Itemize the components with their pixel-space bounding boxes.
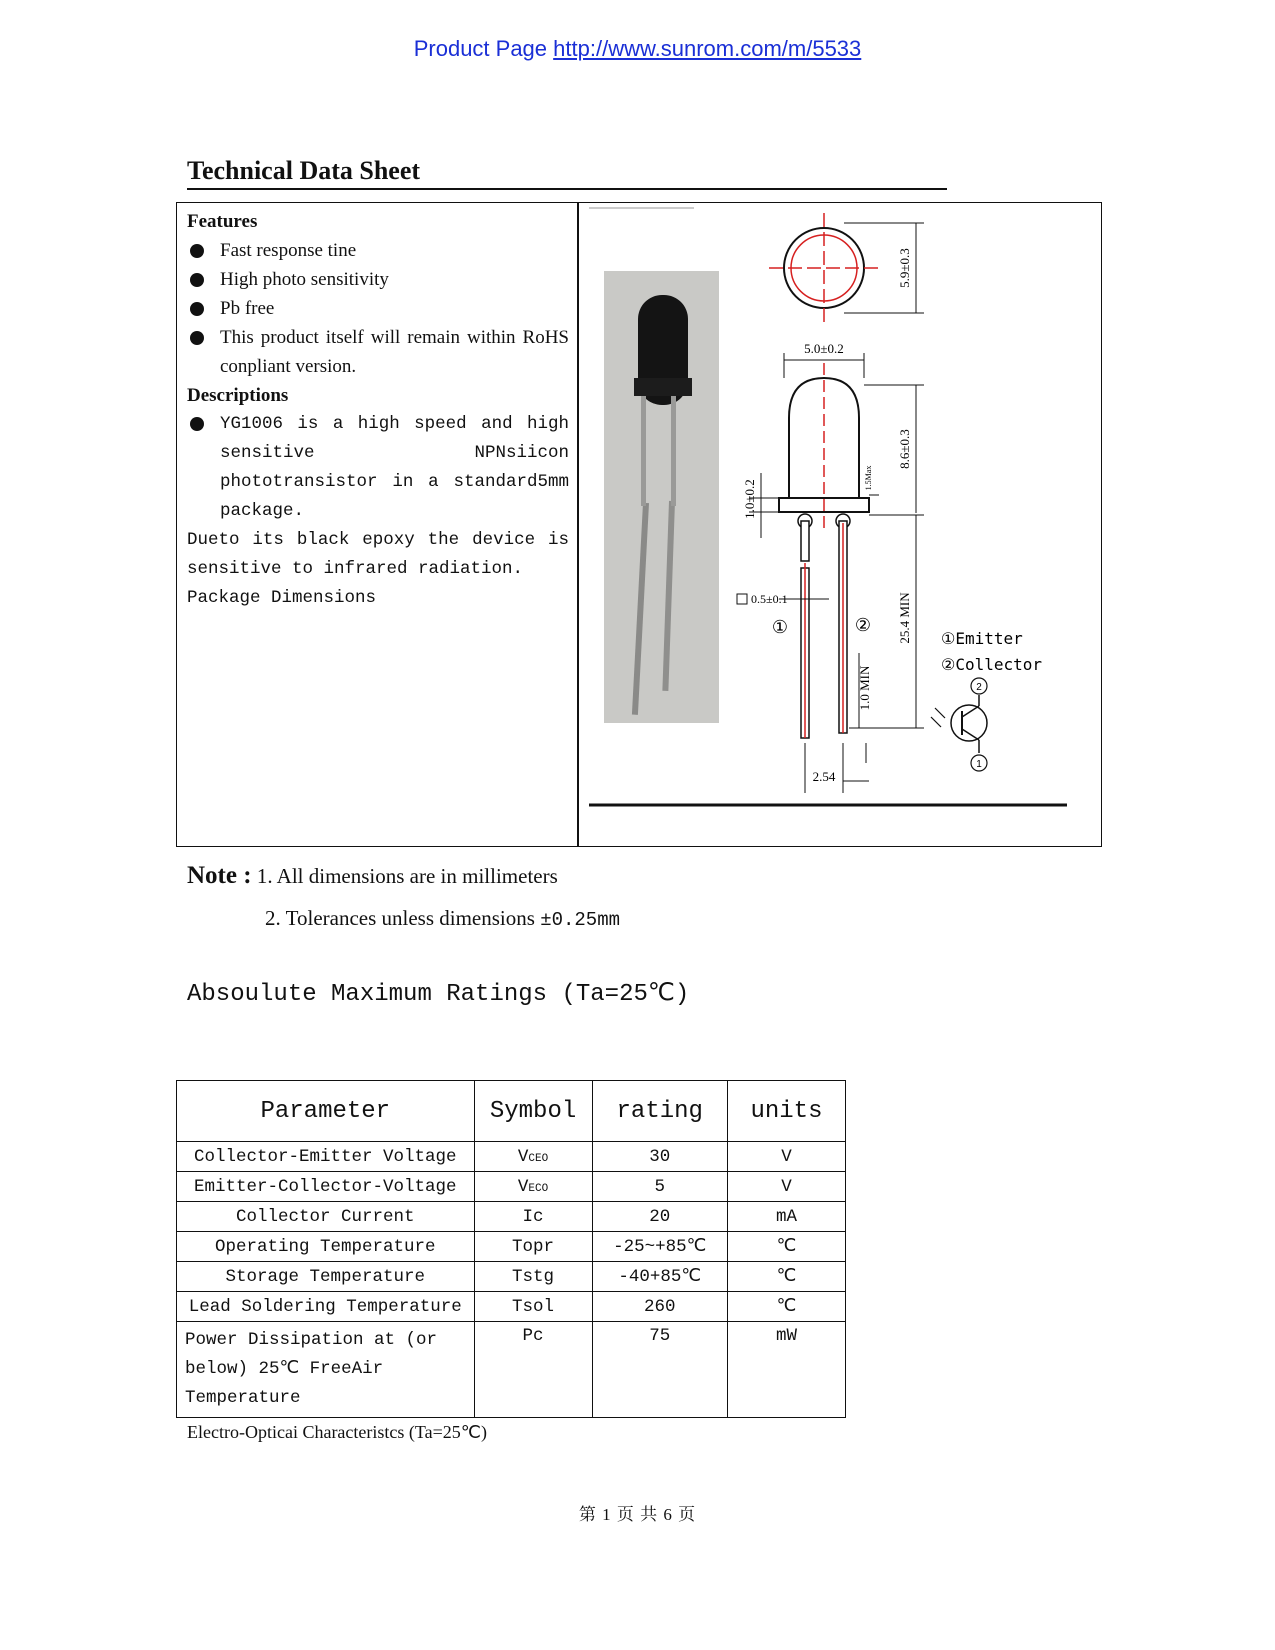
svg-text:1: 1	[976, 759, 982, 770]
table-row	[177, 1232, 846, 1262]
package-drawing	[579, 203, 1099, 846]
legend-emitter: ①Emitter	[941, 629, 1023, 648]
cell-rating: -25~+85℃	[592, 1232, 727, 1262]
pin1-label: ①	[771, 617, 789, 637]
table-row	[177, 1202, 846, 1232]
dim-top-height: 5.9±0.3	[897, 248, 912, 288]
dim-pitch: 2.54	[812, 769, 836, 784]
header-parameter: Parameter	[177, 1081, 475, 1142]
cell-parameter: Operating Temperature	[177, 1232, 475, 1262]
dim-flange: 1.0±0.2	[742, 479, 757, 519]
cell-symbol: VCEO	[474, 1142, 592, 1172]
ratings-table	[176, 1080, 846, 1418]
cell-symbol: Ic	[474, 1202, 592, 1232]
feature-item: Pb free	[187, 294, 569, 323]
cell-unit: V	[727, 1142, 845, 1172]
cell-parameter: Collector-Emitter Voltage	[177, 1142, 475, 1172]
cell-parameter: Collector Current	[177, 1202, 475, 1232]
table-row	[177, 1142, 846, 1172]
pin-legend	[941, 629, 1042, 674]
cell-parameter: Power Dissipation at (or below) 25℃ FreeAir Temperature	[177, 1322, 475, 1418]
cell-parameter: Storage Temperature	[177, 1262, 475, 1292]
cell-unit: mW	[727, 1322, 845, 1418]
product-page-header	[0, 36, 1275, 62]
electro-optical-title: Electro-Opticai Characteristcs (Ta=25℃)	[187, 1422, 487, 1442]
description-paragraph: Dueto its black epoxy the device is sensitive to infrared radiation.	[187, 530, 569, 579]
note-2	[265, 906, 620, 931]
dim-lead-length: 25.4 MIN	[897, 592, 912, 644]
feature-item: Fast response tine	[187, 236, 569, 265]
cell-rating: 30	[592, 1142, 727, 1172]
feature-item: High photo sensitivity	[187, 265, 569, 294]
cell-unit: ℃	[727, 1292, 845, 1322]
pin2-label: ②	[854, 615, 872, 635]
header-symbol: Symbol	[474, 1081, 592, 1142]
table-row	[177, 1322, 846, 1418]
page-number: 第 1 页 共 6 页	[578, 1505, 697, 1524]
cell-rating: 260	[592, 1292, 727, 1322]
legend-collector: ②Collector	[941, 655, 1043, 674]
feature-item: This product itself will remain within RoHS conpliant version.	[187, 323, 569, 381]
features-heading: Features	[187, 211, 258, 232]
note-1	[187, 862, 558, 890]
top-view	[769, 213, 924, 323]
table-row	[177, 1262, 846, 1292]
cell-rating: 75	[592, 1322, 727, 1418]
cell-symbol: VECO	[474, 1172, 592, 1202]
header-rating: rating	[592, 1081, 727, 1142]
dim-lead: 0.5±0.1	[751, 592, 788, 606]
package-dimensions-heading: Package Dimensions	[187, 588, 377, 608]
table-header-row	[177, 1081, 846, 1142]
cell-symbol: Tsol	[474, 1292, 592, 1322]
cell-symbol: Pc	[474, 1322, 592, 1418]
table-row	[177, 1292, 846, 1322]
dim-lead-min: 1.0 MIN	[857, 665, 872, 711]
side-view	[737, 341, 924, 793]
description-item: YG1006 is a high speed and high sensitive NPNsiicon phototransistor in a standard5mm package.	[187, 410, 569, 526]
header-units: units	[727, 1081, 845, 1142]
note-2-text: 2. Tolerances unless dimensions	[265, 906, 535, 930]
descriptions-heading: Descriptions	[187, 385, 289, 406]
page-title: Technical Data Sheet	[187, 156, 947, 190]
cell-unit: V	[727, 1172, 845, 1202]
cell-rating: -40+85℃	[592, 1262, 727, 1292]
ratings-title: Absoulute Maximum Ratings (Ta=25℃)	[187, 981, 690, 1008]
cell-unit: ℃	[727, 1262, 845, 1292]
dim-width: 5.0±0.2	[804, 341, 844, 356]
cell-symbol: Tstg	[474, 1262, 592, 1292]
phototransistor-symbol-icon	[931, 678, 987, 771]
cell-parameter: Lead Soldering Temperature	[177, 1292, 475, 1322]
product-photo	[604, 271, 719, 723]
overview-box	[176, 202, 1102, 847]
dim-small: 1.5Max	[864, 465, 873, 491]
note-2-tolerance: ±0.25mm	[540, 909, 621, 931]
cell-symbol: Topr	[474, 1232, 592, 1262]
cell-rating: 5	[592, 1172, 727, 1202]
product-page-label: Product Page	[413, 36, 548, 61]
product-page-link[interactable]: http://www.sunrom.com/m/5533	[553, 36, 862, 61]
cell-unit: mA	[727, 1202, 845, 1232]
cell-rating: 20	[592, 1202, 727, 1232]
cell-parameter: Emitter-Collector-Voltage	[177, 1172, 475, 1202]
cell-unit: ℃	[727, 1232, 845, 1262]
note-1-text: 1. All dimensions are in millimeters	[256, 864, 558, 888]
dim-body-height: 8.6±0.3	[897, 429, 912, 469]
overview-text	[187, 207, 569, 613]
table-row	[177, 1172, 846, 1202]
svg-text:2: 2	[976, 682, 982, 693]
note-label: Note :	[187, 862, 252, 889]
